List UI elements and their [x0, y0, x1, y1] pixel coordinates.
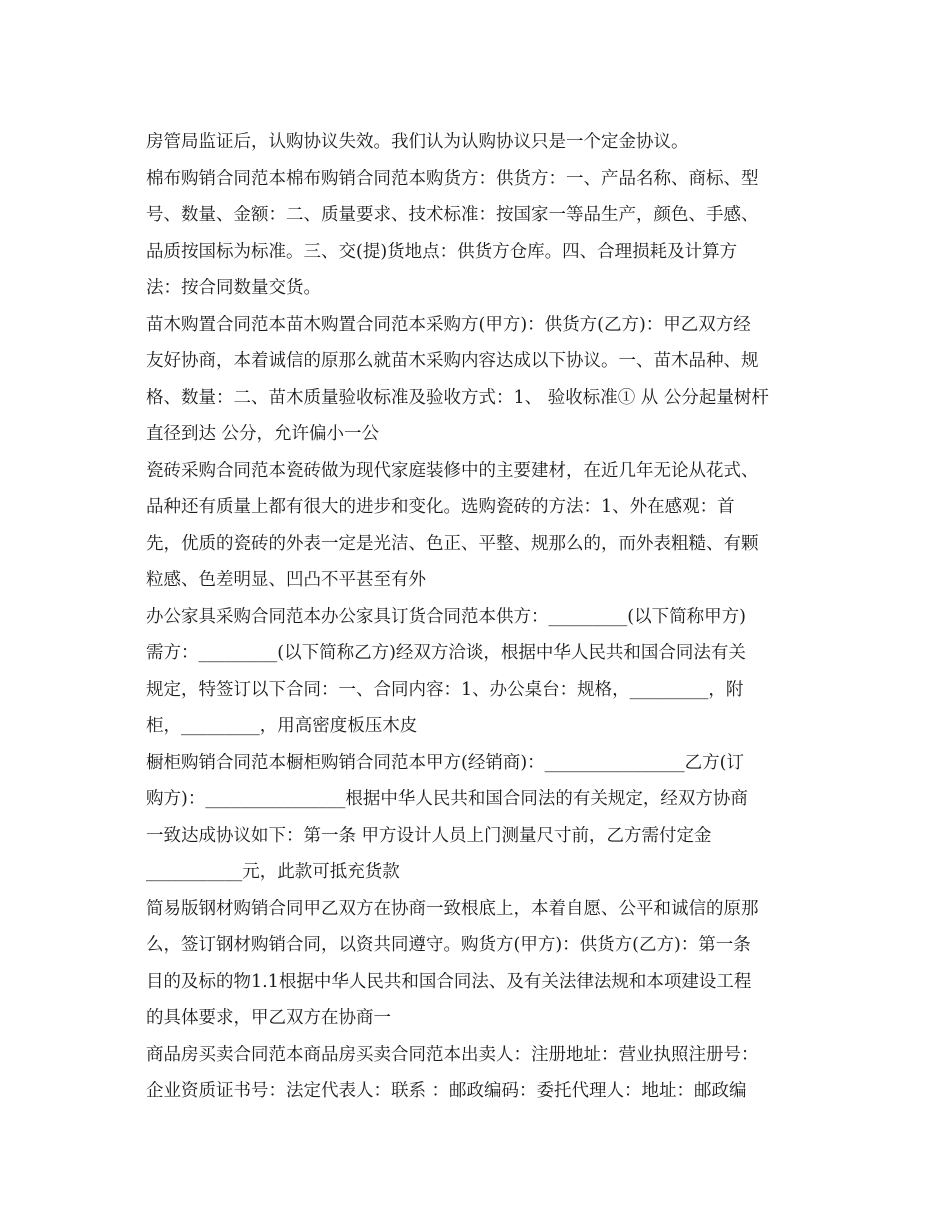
paragraph-housing-contract [146, 1037, 806, 1110]
text-line: 格、数量：二、苗木质量验收标准及验收方式：1、 验收标准① 从 公分起量树杆 [146, 387, 769, 408]
text-line: 品种还有质量上都有很大的进步和变化。选购瓷砖的方法：1、外在感观：首 [146, 497, 735, 517]
text-line: 需方：_________(以下简称乙方)经双方洽谈，根据中华人民共和国合同法有关 [146, 643, 746, 663]
text-line: 法：按合同数量交货。 [146, 278, 321, 298]
paragraph-seedling-contract [146, 307, 806, 453]
text-line: 直径到达 公分，允许偏小一公 [146, 424, 380, 444]
text-line: 棉布购销合同范本棉布购销合同范本购货方：供货方：一、产品名称、商标、型 [146, 168, 759, 189]
paragraph-cotton-contract [146, 161, 806, 307]
text-line: 办公家具采购合同范本办公家具订货合同范本供方：_________(以下简称甲方) [146, 606, 746, 627]
text-line: 号、数量、金额：二、质量要求、技术标准：按国家一等品生产，颜色、手感、 [146, 205, 759, 225]
text-line: 目的及标的物1.1根据中华人民共和国合同法、及有关法律法规和本项建设工程 [146, 971, 752, 992]
text-line: 简易版钢材购销合同甲乙双方在协商一致根底上，本着自愿、公平和诚信的原那 [146, 898, 759, 919]
text-line: 先，优质的瓷砖的外表一定是光洁、色正、平整、规那么的，而外表粗糙、有颗 [146, 533, 759, 554]
text-line: 粒感、色差明显、凹凸不平甚至有外 [146, 570, 426, 590]
paragraph-cabinet-contract [146, 745, 806, 891]
text-line: 企业资质证书号：法定代表人：联系 ：邮政编码：委托代理人：地址：邮政编 [146, 1081, 747, 1101]
text-line: 商品房买卖合同范本商品房买卖合同范本出卖人：注册地址：营业执照注册号： [146, 1044, 759, 1065]
text-line: 柜，_________，用高密度板压木皮 [146, 716, 418, 736]
paragraph-tile-contract [146, 453, 806, 599]
paragraph-office-furniture-contract [146, 599, 806, 745]
text-line: 一致达成协议如下：第一条 甲方设计人员上门测量尺寸前，乙方需付定金 [146, 825, 712, 846]
text-line: 橱柜购销合同范本橱柜购销合同范本甲方(经销商)：________________乙方(订 [146, 752, 744, 773]
text-line: 品质按国标为标准。三、交(提)货地点：供货方仓库。四、合理损耗及计算方 [146, 241, 738, 262]
text-line: 房管局监证后，认购协议失效。我们认为认购协议只是一个定金协议。 [146, 132, 689, 152]
paragraph-subscription-agreement [146, 124, 806, 161]
text-line: ___________元，此款可抵充货款 [146, 862, 400, 882]
paragraph-steel-contract [146, 891, 806, 1037]
text-line: 瓷砖采购合同范本瓷砖做为现代家庭装修中的主要建材，在近几年无论从花式、 [146, 460, 759, 481]
text-line: 规定，特签订以下合同：一、合同内容：1、办公桌台：规格，_________，附 [146, 679, 744, 700]
text-line: 苗木购置合同范本苗木购置合同范本采购方(甲方)：供货方(乙方)：甲乙双方经 [146, 314, 751, 335]
document-body [146, 124, 806, 1110]
text-line: 购方)：________________根据中华人民共和国合同法的有关规定，经双方协商 [146, 789, 748, 809]
text-line: 友好协商，本着诚信的原那么就苗木采购内容达成以下协议。一、苗木品种、规 [146, 351, 759, 371]
text-line: 的具体要求，甲乙双方在协商一 [146, 1008, 391, 1028]
text-line: 么，签订钢材购销合同，以资共同遵守。购货方(甲方)：供货方(乙方)：第一条 [146, 935, 751, 955]
